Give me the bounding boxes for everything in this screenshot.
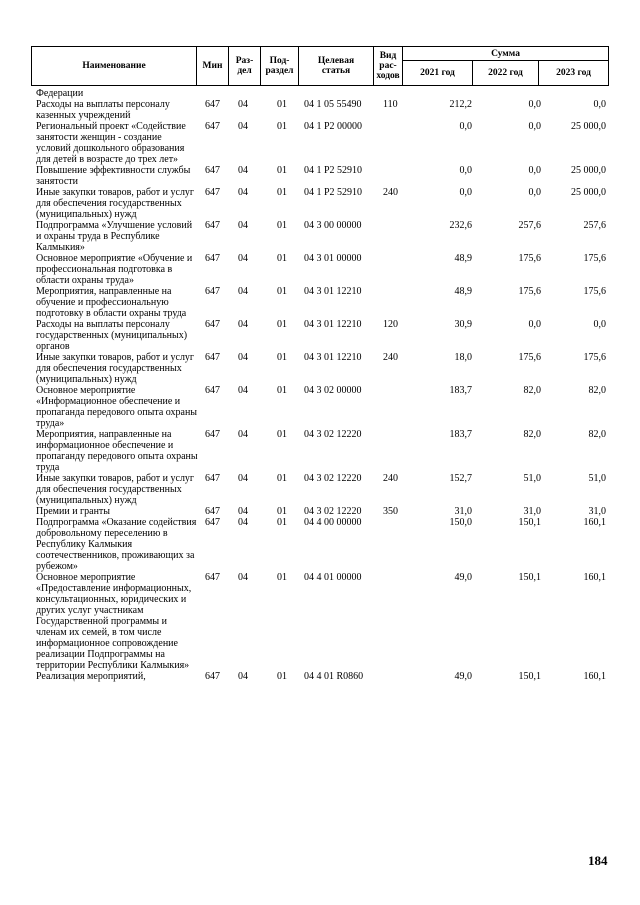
row-podrazdel: 01 bbox=[277, 253, 287, 264]
table-row bbox=[31, 473, 608, 506]
row-razdel: 04 bbox=[238, 517, 248, 528]
table-row bbox=[31, 253, 608, 286]
row-podrazdel: 01 bbox=[277, 319, 287, 330]
row-sum-2021: 0,0 bbox=[459, 121, 472, 132]
row-sum-2023: 51,0 bbox=[588, 473, 606, 484]
row-sum-2023: 82,0 bbox=[588, 429, 606, 440]
row-sum-2021: 18,0 bbox=[454, 352, 472, 363]
row-sum-2022: 51,0 bbox=[523, 473, 541, 484]
row-sum-2023: 175,6 bbox=[583, 253, 606, 264]
row-celevaya: 04 3 01 12210 bbox=[304, 319, 362, 330]
row-sum-2023: 160,1 bbox=[583, 572, 606, 583]
row-podrazdel: 01 bbox=[277, 165, 287, 176]
table-row bbox=[31, 88, 608, 99]
row-min: 647 bbox=[205, 506, 220, 517]
row-celevaya: 04 3 01 12210 bbox=[304, 352, 362, 363]
row-podrazdel: 01 bbox=[277, 385, 287, 396]
row-min: 647 bbox=[205, 286, 220, 297]
row-sum-2023: 175,6 bbox=[583, 352, 606, 363]
row-name: Мероприятия, направленные на обучение и профессиональную подготовку в области охраны труда bbox=[36, 286, 187, 319]
row-razdel: 04 bbox=[238, 429, 248, 440]
row-name: Расходы на выплаты персоналу казенных учреждений bbox=[36, 99, 170, 121]
row-name: Расходы на выплаты персоналу государственных (муниципальных) органов bbox=[36, 319, 188, 352]
row-podrazdel: 01 bbox=[277, 286, 287, 297]
row-celevaya: 04 1 05 55490 bbox=[304, 99, 362, 110]
row-celevaya: 04 3 01 00000 bbox=[304, 253, 362, 264]
row-min: 647 bbox=[205, 165, 220, 176]
row-name: Реализация мероприятий, bbox=[36, 671, 146, 682]
row-sum-2023: 0,0 bbox=[593, 99, 606, 110]
row-celevaya: 04 1 P2 00000 bbox=[304, 121, 363, 132]
row-name: Подпрограмма «Оказание содействия добровольному переселению в Республику Калмыкия соотечественников, проживающих за рубежом» bbox=[36, 517, 197, 572]
row-podrazdel: 01 bbox=[277, 99, 287, 110]
row-celevaya: 04 3 00 00000 bbox=[304, 220, 362, 231]
row-name: Мероприятия, направленные на информационное обеспечение и пропаганду передового опыта охраны труда bbox=[36, 429, 198, 473]
row-sum-2023: 25 000,0 bbox=[571, 121, 606, 132]
header-celevaya: Целевая статья bbox=[299, 47, 374, 86]
row-razdel: 04 bbox=[238, 506, 248, 517]
row-min: 647 bbox=[205, 220, 220, 231]
table-row bbox=[31, 517, 608, 572]
row-sum-2022: 150,1 bbox=[518, 671, 541, 682]
row-sum-2023: 25 000,0 bbox=[571, 187, 606, 198]
row-name: Региональный проект «Содействие занятости женщин - создание условий дошкольного образования для детей в возрасте до трех лет» bbox=[36, 121, 186, 165]
row-sum-2021: 31,0 bbox=[454, 506, 472, 517]
row-razdel: 04 bbox=[238, 220, 248, 231]
row-razdel: 04 bbox=[238, 352, 248, 363]
row-podrazdel: 01 bbox=[277, 506, 287, 517]
table-row bbox=[31, 286, 608, 319]
row-sum-2023: 160,1 bbox=[583, 517, 606, 528]
header-2023: 2023 год bbox=[539, 61, 609, 86]
table-body bbox=[31, 88, 608, 682]
row-sum-2021: 183,7 bbox=[449, 429, 472, 440]
row-sum-2021: 49,0 bbox=[454, 572, 472, 583]
row-razdel: 04 bbox=[238, 572, 248, 583]
row-celevaya: 04 4 00 00000 bbox=[304, 517, 362, 528]
row-min: 647 bbox=[205, 572, 220, 583]
row-sum-2023: 160,1 bbox=[583, 671, 606, 682]
row-min: 647 bbox=[205, 121, 220, 132]
row-name: Повышение эффективности службы занятости bbox=[36, 165, 191, 187]
row-sum-2021: 30,9 bbox=[454, 319, 472, 330]
row-vid: 120 bbox=[383, 319, 398, 330]
row-min: 647 bbox=[205, 517, 220, 528]
row-sum-2021: 48,9 bbox=[454, 286, 472, 297]
row-celevaya: 04 3 01 12210 bbox=[304, 286, 362, 297]
row-sum-2023: 0,0 bbox=[593, 319, 606, 330]
table-row bbox=[31, 319, 608, 352]
table-row bbox=[31, 165, 608, 187]
row-podrazdel: 01 bbox=[277, 220, 287, 231]
table-row bbox=[31, 220, 608, 253]
row-sum-2022: 175,6 bbox=[518, 253, 541, 264]
row-name: Федерации bbox=[36, 88, 84, 99]
header-2021: 2021 год bbox=[403, 61, 473, 86]
header-podrazdel: Под- раздел bbox=[261, 47, 299, 86]
table-header bbox=[31, 46, 609, 86]
table-row bbox=[31, 121, 608, 165]
row-razdel: 04 bbox=[238, 165, 248, 176]
row-podrazdel: 01 bbox=[277, 473, 287, 484]
row-razdel: 04 bbox=[238, 671, 248, 682]
row-name: Иные закупки товаров, работ и услуг для обеспечения государственных (муниципальных) нужд bbox=[36, 352, 195, 385]
row-min: 647 bbox=[205, 99, 220, 110]
row-celevaya: 04 1 P2 52910 bbox=[304, 187, 363, 198]
row-min: 647 bbox=[205, 429, 220, 440]
table-row bbox=[31, 187, 608, 220]
row-min: 647 bbox=[205, 352, 220, 363]
row-sum-2022: 0,0 bbox=[528, 165, 541, 176]
row-sum-2021: 48,9 bbox=[454, 253, 472, 264]
row-min: 647 bbox=[205, 319, 220, 330]
row-sum-2022: 0,0 bbox=[528, 319, 541, 330]
table-row bbox=[31, 572, 608, 671]
row-celevaya: 04 3 02 00000 bbox=[304, 385, 362, 396]
row-sum-2021: 183,7 bbox=[449, 385, 472, 396]
row-min: 647 bbox=[205, 385, 220, 396]
header-name: Наименование bbox=[32, 47, 197, 86]
table-row bbox=[31, 99, 608, 121]
row-sum-2022: 0,0 bbox=[528, 121, 541, 132]
header-min: Мин bbox=[197, 47, 229, 86]
row-sum-2023: 31,0 bbox=[588, 506, 606, 517]
page-number: 184 bbox=[588, 853, 608, 868]
row-podrazdel: 01 bbox=[277, 352, 287, 363]
row-name: Основное мероприятие «Информационное обеспечение и пропаганда передового опыта охраны труда» bbox=[36, 385, 198, 429]
row-vid: 350 bbox=[383, 506, 398, 517]
row-razdel: 04 bbox=[238, 473, 248, 484]
row-podrazdel: 01 bbox=[277, 187, 287, 198]
row-name: Основное мероприятие «Обучение и профессиональная подготовка в области охраны труда» bbox=[36, 253, 193, 286]
row-razdel: 04 bbox=[238, 121, 248, 132]
row-name: Подпрограмма «Улучшение условий и охраны труда в Республике Калмыкия» bbox=[36, 220, 193, 253]
row-razdel: 04 bbox=[238, 253, 248, 264]
row-name: Премии и гранты bbox=[36, 506, 111, 517]
row-celevaya: 04 3 02 12220 bbox=[304, 506, 362, 517]
row-razdel: 04 bbox=[238, 99, 248, 110]
row-sum-2021: 150,0 bbox=[449, 517, 472, 528]
row-sum-2021: 0,0 bbox=[459, 165, 472, 176]
row-sum-2022: 82,0 bbox=[523, 429, 541, 440]
header-vid: Вид рас- ходов bbox=[374, 47, 403, 86]
row-vid: 240 bbox=[383, 352, 398, 363]
row-sum-2021: 49,0 bbox=[454, 671, 472, 682]
row-sum-2021: 232,6 bbox=[449, 220, 472, 231]
row-razdel: 04 bbox=[238, 319, 248, 330]
row-sum-2023: 82,0 bbox=[588, 385, 606, 396]
row-sum-2023: 257,6 bbox=[583, 220, 606, 231]
row-sum-2022: 175,6 bbox=[518, 352, 541, 363]
row-vid: 240 bbox=[383, 187, 398, 198]
row-name: Иные закупки товаров, работ и услуг для обеспечения государственных (муниципальных) нужд bbox=[36, 187, 195, 220]
row-sum-2021: 152,7 bbox=[449, 473, 472, 484]
row-podrazdel: 01 bbox=[277, 671, 287, 682]
row-razdel: 04 bbox=[238, 286, 248, 297]
row-celevaya: 04 1 P2 52910 bbox=[304, 165, 363, 176]
row-min: 647 bbox=[205, 187, 220, 198]
table-row bbox=[31, 429, 608, 473]
row-sum-2022: 0,0 bbox=[528, 99, 541, 110]
table-row bbox=[31, 506, 608, 517]
row-celevaya: 04 4 01 R0860 bbox=[304, 671, 364, 682]
row-sum-2022: 82,0 bbox=[523, 385, 541, 396]
row-podrazdel: 01 bbox=[277, 517, 287, 528]
row-name: Иные закупки товаров, работ и услуг для обеспечения государственных (муниципальных) нужд bbox=[36, 473, 195, 506]
row-razdel: 04 bbox=[238, 187, 248, 198]
row-name: Основное мероприятие «Предоставление информационных, консультационных, юридических и других услуг участникам Государственной программы и членам их семей, в том числе информационное сопровождение реализации Подпрограммы на территории Республики Калмыкия» bbox=[36, 572, 192, 671]
row-celevaya: 04 4 01 00000 bbox=[304, 572, 362, 583]
row-sum-2022: 150,1 bbox=[518, 572, 541, 583]
header-2022: 2022 год bbox=[473, 61, 539, 86]
row-vid: 110 bbox=[383, 99, 398, 110]
header-razdel: Раз- дел bbox=[229, 47, 261, 86]
row-min: 647 bbox=[205, 253, 220, 264]
row-sum-2022: 175,6 bbox=[518, 286, 541, 297]
row-sum-2021: 0,0 bbox=[459, 187, 472, 198]
table-row bbox=[31, 352, 608, 385]
row-sum-2023: 25 000,0 bbox=[571, 165, 606, 176]
row-sum-2022: 31,0 bbox=[523, 506, 541, 517]
row-sum-2022: 150,1 bbox=[518, 517, 541, 528]
row-celevaya: 04 3 02 12220 bbox=[304, 429, 362, 440]
row-sum-2021: 212,2 bbox=[449, 99, 472, 110]
row-podrazdel: 01 bbox=[277, 572, 287, 583]
row-sum-2023: 175,6 bbox=[583, 286, 606, 297]
row-vid: 240 bbox=[383, 473, 398, 484]
row-sum-2022: 0,0 bbox=[528, 187, 541, 198]
row-podrazdel: 01 bbox=[277, 429, 287, 440]
table-row bbox=[31, 671, 608, 682]
table-row bbox=[31, 385, 608, 429]
row-sum-2022: 257,6 bbox=[518, 220, 541, 231]
row-razdel: 04 bbox=[238, 385, 248, 396]
row-min: 647 bbox=[205, 671, 220, 682]
row-celevaya: 04 3 02 12220 bbox=[304, 473, 362, 484]
header-summa: Сумма bbox=[403, 47, 609, 61]
row-min: 647 bbox=[205, 473, 220, 484]
row-podrazdel: 01 bbox=[277, 121, 287, 132]
